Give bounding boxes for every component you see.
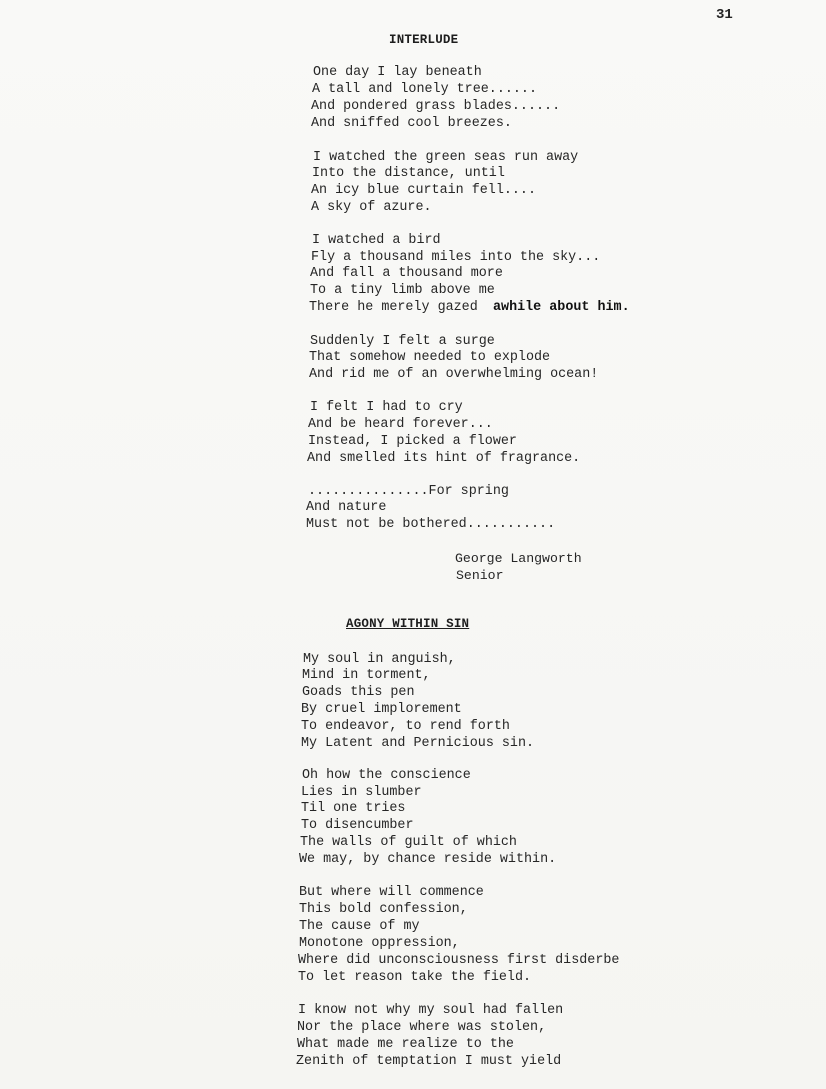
poem-line: By cruel implorement <box>301 702 462 717</box>
poem-title-interlude: INTERLUDE <box>389 33 459 47</box>
poem-line: Into the distance, until <box>312 166 505 181</box>
poem-line: Mind in torment, <box>302 668 431 683</box>
poem-line: Where did unconsciousness first disderbe <box>298 953 620 968</box>
poem-line: This bold confession, <box>299 902 468 917</box>
poem-line: ...............For spring <box>308 484 509 499</box>
poem-line: I watched the green seas run away <box>313 150 579 165</box>
poem-line: Lies in slumber <box>301 785 422 800</box>
poem-line: And fall a thousand more <box>310 266 503 281</box>
poem-line: The cause of my <box>299 919 420 934</box>
poem-line: A sky of azure. <box>311 200 432 215</box>
poem-line: Oh how the conscience <box>302 768 471 783</box>
poem-line: Suddenly I felt a surge <box>310 334 495 349</box>
poem-line: Goads this pen <box>302 685 415 700</box>
poem-line: Til one tries <box>301 801 406 816</box>
poem-line-bold: awhile about him. <box>493 300 630 315</box>
poem-title-agony: AGONY WITHIN SIN <box>346 617 470 631</box>
author-name: George Langworth <box>455 551 582 566</box>
poem-line: And rid me of an overwhelming ocean! <box>309 367 599 382</box>
poem-line: We may, by chance reside within. <box>299 852 557 867</box>
poem-line: I know not why my soul had fallen <box>298 1003 564 1018</box>
poem-line: A tall and lonely tree...... <box>312 82 537 97</box>
poem-line: But where will commence <box>299 885 484 900</box>
poem-line: The walls of guilt of which <box>300 835 517 850</box>
poem-line: To disencumber <box>301 818 414 833</box>
poem-line: And smelled its hint of fragrance. <box>307 451 581 466</box>
poem-line: Must not be bothered........... <box>306 517 556 532</box>
poem-line: Fly a thousand miles into the sky... <box>311 250 601 265</box>
poem-line: Instead, I picked a flower <box>308 434 517 449</box>
poem-line: An icy blue curtain fell.... <box>311 183 536 198</box>
poem-line: I watched a bird <box>312 233 441 248</box>
poem-line: Zenith of temptation I must yield <box>296 1054 562 1069</box>
poem-line: To a tiny limb above me <box>310 283 495 298</box>
poem-line: To endeavor, to rend forth <box>301 719 510 734</box>
poem-line: Nor the place where was stolen, <box>297 1020 547 1035</box>
poem-line: One day I lay beneath <box>313 65 482 80</box>
poem-line: I felt I had to cry <box>310 400 463 415</box>
poem-line: And be heard forever... <box>308 417 493 432</box>
poem-line: My soul in anguish, <box>303 652 456 667</box>
poem-line: There he merely gazed <box>309 300 486 315</box>
poem-line: To let reason take the field. <box>298 970 532 985</box>
poem-line: That somehow needed to explode <box>309 350 551 365</box>
poem-line: My Latent and Pernicious sin. <box>301 736 535 751</box>
poem-line: What made me realize to the <box>297 1037 514 1052</box>
poem-line: And pondered grass blades...... <box>311 99 561 114</box>
poem-line: And sniffed cool breezes. <box>311 116 512 131</box>
page-number: 31 <box>716 7 733 23</box>
poem-line: Monotone oppression, <box>299 936 460 951</box>
author-class: Senior <box>456 568 504 583</box>
poem-line: And nature <box>306 500 387 515</box>
